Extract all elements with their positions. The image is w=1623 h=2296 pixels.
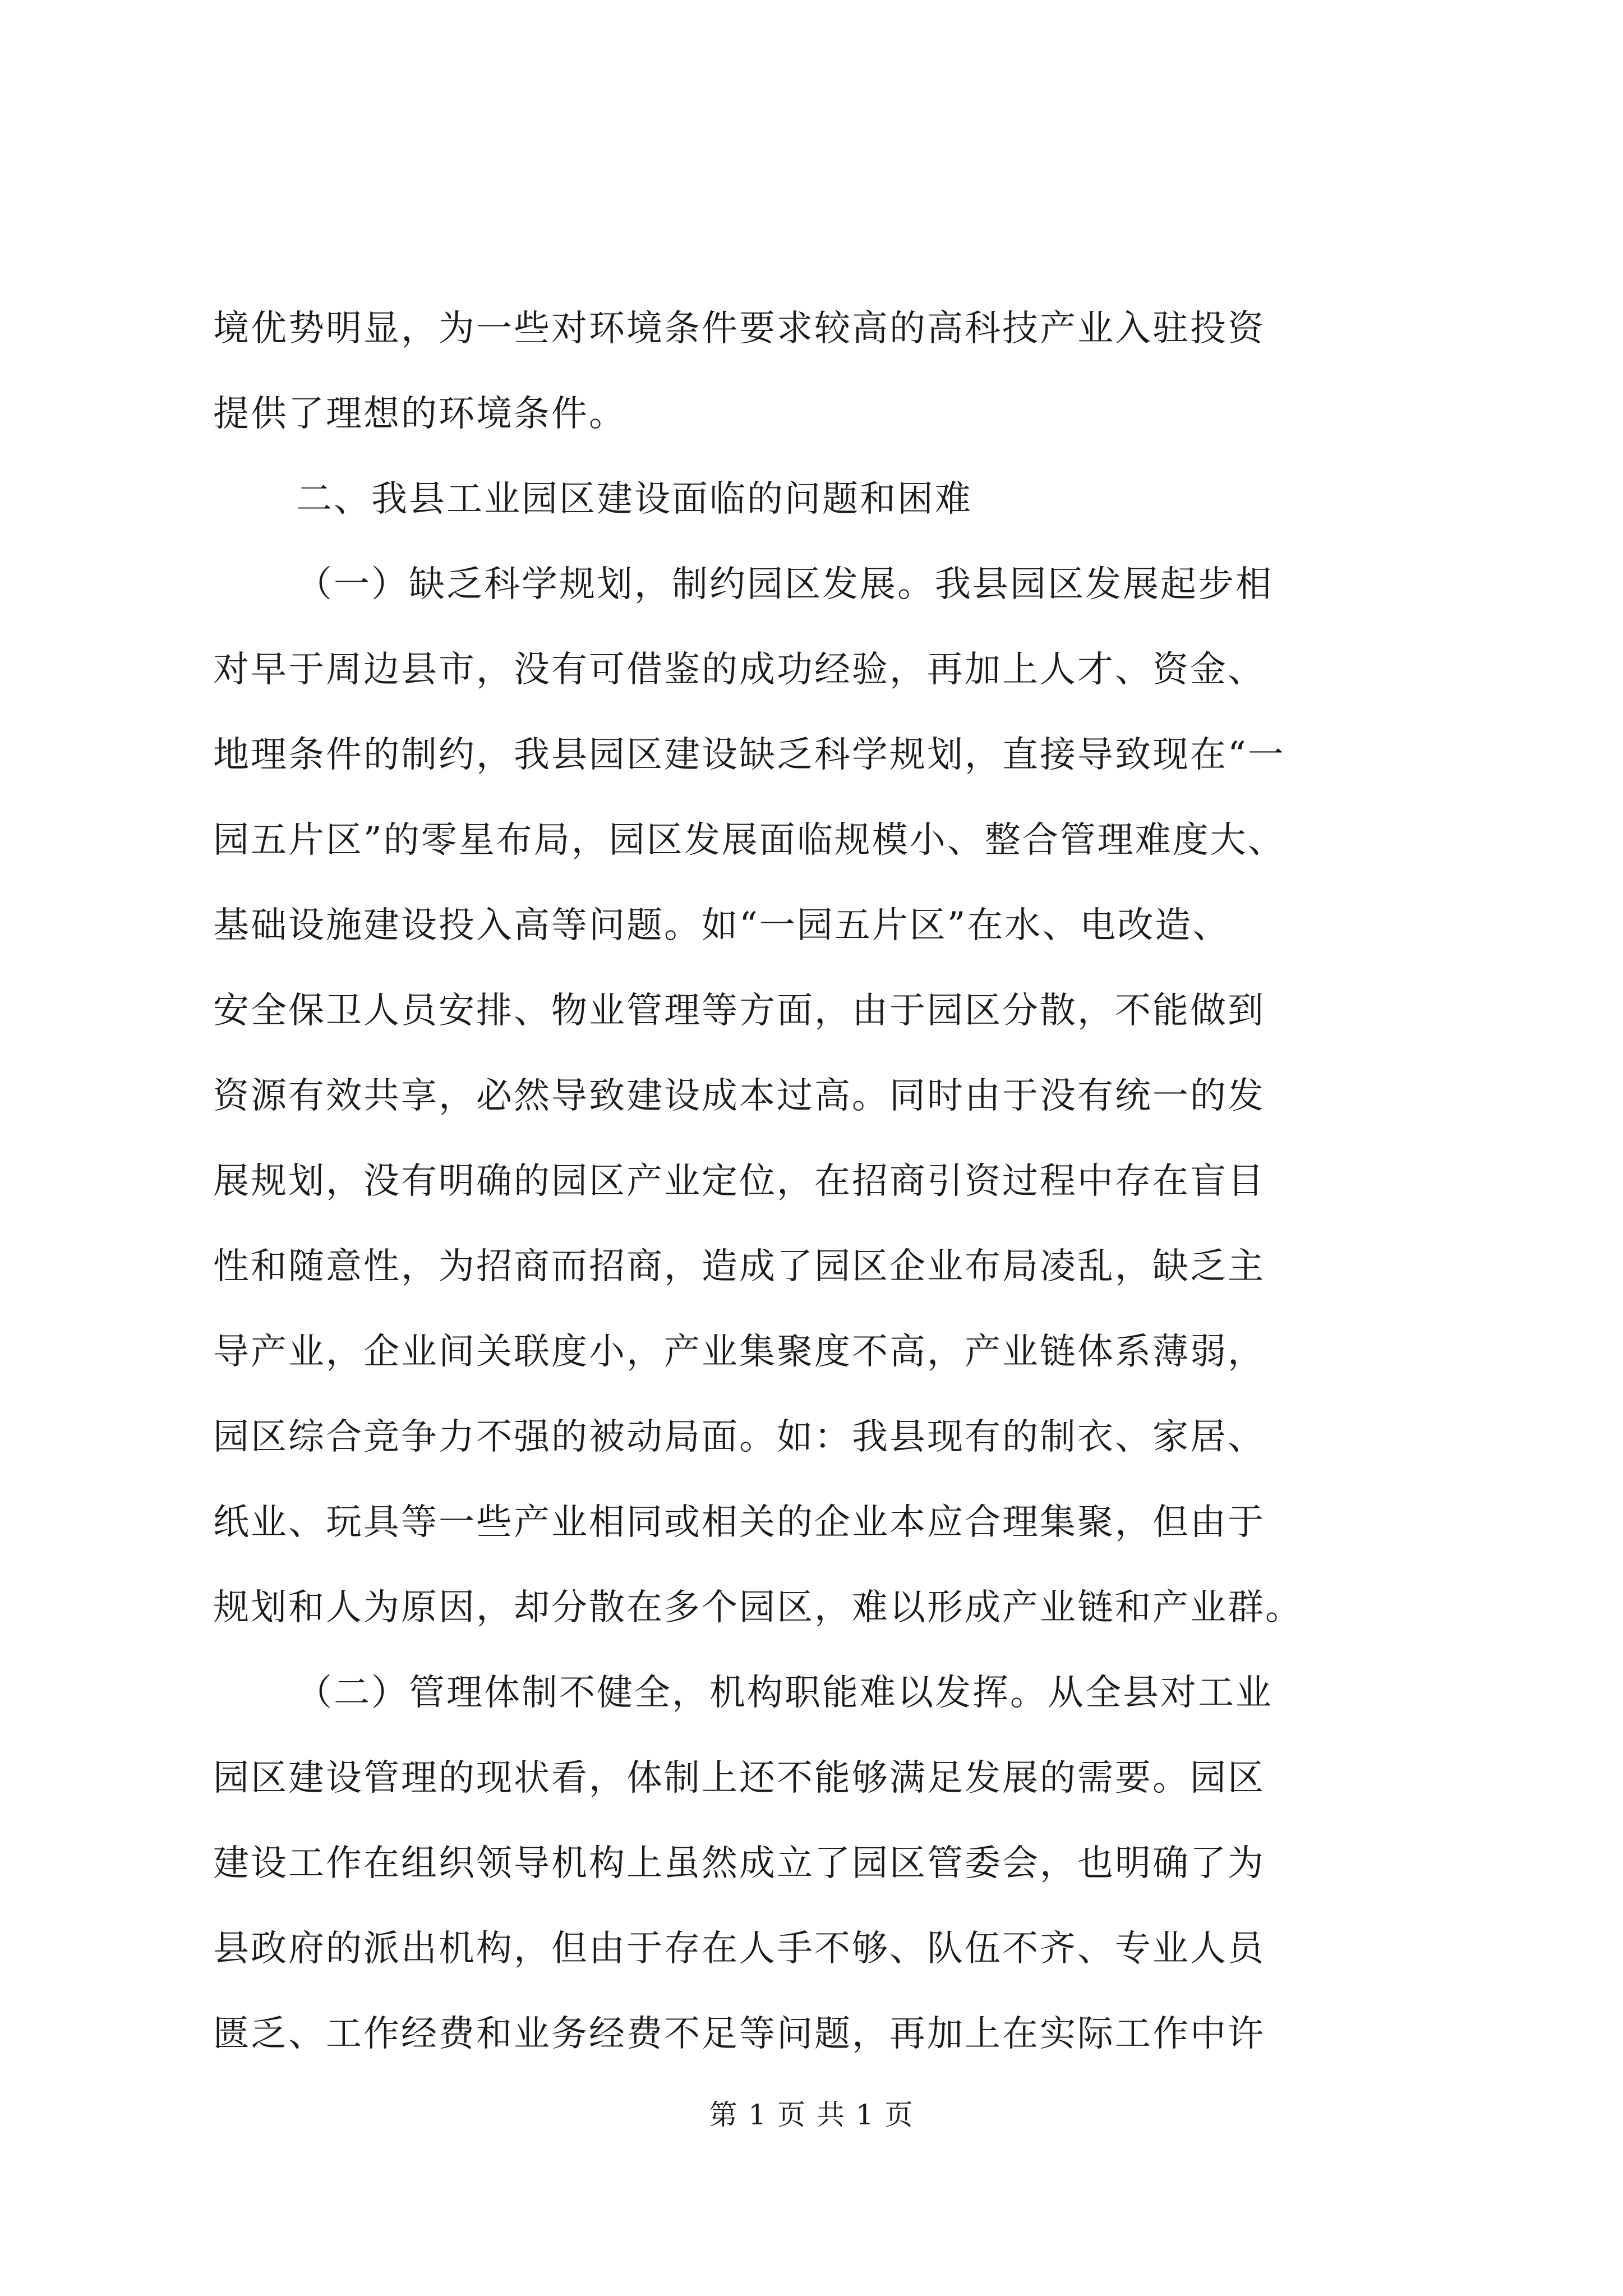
page-footer [0,2098,1623,2132]
paragraph-line: 提供了理想的环境条件。 [213,393,626,435]
paragraph-line: 基础设施建设投入高等问题。如“一园五片区”在水、电改造、 [213,905,1230,946]
paragraph-line: 安全保卫人员安排、物业管理等方面，由于园区分散，不能做到 [213,990,1265,1032]
paragraph-line: 展规划，没有明确的园区产业定位，在招商引资过程中存在盲目 [213,1161,1265,1202]
paragraph-line: （一）缺乏科学规划，制约园区发展。我县园区发展起步相 [296,564,1273,605]
page-number-label: 第 1 页 共 1 页 [709,2099,914,2131]
paragraph-line: 资源有效共享，必然导致建设成本过高。同时由于没有统一的发 [213,1075,1265,1117]
paragraph-line: 纸业、玩具等一些产业相同或相关的企业本应合理集聚，但由于 [213,1502,1265,1543]
paragraph-line: 园五片区”的零星布局，园区发展面临规模小、整合管理难度大、 [213,820,1285,861]
document-body [213,286,1419,2077]
paragraph-line: 性和随意性，为招商而招商，造成了园区企业布局凌乱，缺乏主 [213,1246,1265,1287]
paragraph-line: 规划和人为原因，却分散在多个园区，难以形成产业链和产业群。 [213,1587,1303,1628]
paragraph-line: 导产业，企业间关联度小，产业集聚度不高，产业链体系薄弱， [213,1331,1265,1373]
section-heading: 二、我县工业园区建设面临的问题和困难 [296,478,972,520]
paragraph-line: 园区建设管理的现状看，体制上还不能够满足发展的需要。园区 [213,1757,1265,1799]
paragraph-line: 县政府的派出机构，但由于存在人手不够、队伍不齐、专业人员 [213,1928,1265,1970]
paragraph-line: 园区综合竞争力不强的被动局面。如：我县现有的制衣、家居、 [213,1416,1265,1458]
paragraph-line: 境优势明显，为一些对环境条件要求较高的高科技产业入驻投资 [213,308,1265,349]
paragraph-line: 匮乏、工作经费和业务经费不足等问题，再加上在实际工作中许 [213,2013,1265,2055]
paragraph-line: 对早于周边县市，没有可借鉴的成功经验，再加上人才、资金、 [213,649,1265,691]
paragraph-line: 建设工作在组织领导机构上虽然成立了园区管委会，也明确了为 [213,1843,1265,1884]
paragraph-line: 地理条件的制约，我县园区建设缺乏科学规划，直接导致现在“一 [213,734,1285,776]
paragraph-line: （二）管理体制不健全，机构职能难以发挥。从全县对工业 [296,1672,1273,1714]
